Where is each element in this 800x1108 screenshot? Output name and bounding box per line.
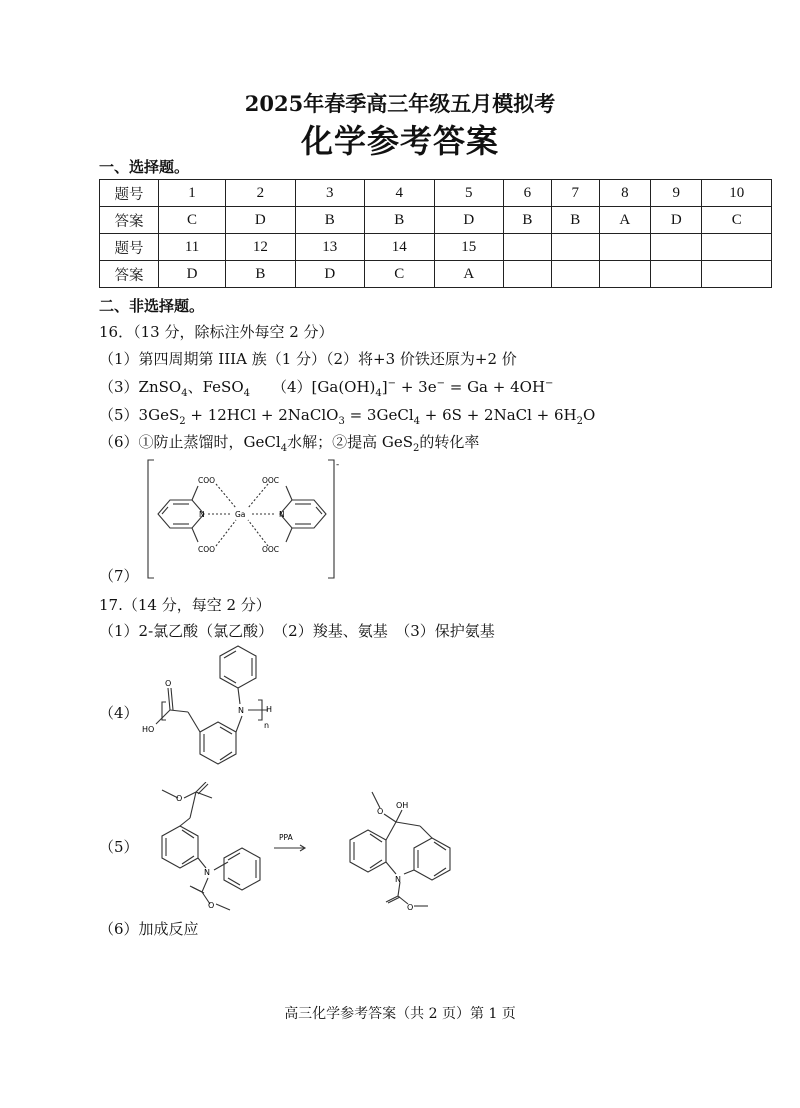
table-cell: [702, 234, 772, 261]
table-cell: [551, 261, 599, 288]
label-n-left: N: [199, 510, 205, 519]
label-n-right: N: [279, 510, 285, 519]
product-left-ring: [350, 830, 386, 872]
phenyl-ring-top: [220, 646, 256, 688]
exam-title: 2025年春季高三年级五月模拟考: [244, 91, 556, 116]
polymer-structure: [140, 640, 285, 780]
label-coo-top: COO: [198, 476, 216, 485]
table-cell: 3: [295, 180, 364, 207]
table-cell: 6: [503, 180, 551, 207]
label-h: H: [266, 705, 273, 714]
table-row-numbers-2: [100, 234, 772, 261]
row-label: 答案: [100, 207, 159, 234]
table-cell: D: [434, 207, 503, 234]
q16-a6-part2: 水解；②提高 GeS: [287, 433, 413, 451]
bracket-left: [148, 460, 154, 578]
table-cell: C: [365, 261, 434, 288]
table-cell: B: [295, 207, 364, 234]
q16-a3-text: ZnSO: [138, 378, 182, 396]
label-reactant-n: N: [204, 868, 210, 877]
q16-a3-text2: 、FeSO: [187, 378, 244, 396]
table-cell: B: [503, 207, 551, 234]
label-n: N: [238, 706, 244, 715]
table-cell: [503, 234, 551, 261]
label-oh: OH: [396, 801, 409, 810]
table-cell: [503, 261, 551, 288]
row-label: 答案: [100, 261, 159, 288]
bracket-right: [328, 460, 334, 578]
table-cell: 15: [434, 234, 503, 261]
section2-heading: 二、非选择题。: [99, 297, 205, 315]
label-product-n: N: [395, 875, 401, 884]
table-cell: 1: [159, 180, 226, 207]
table-cell: D: [295, 261, 364, 288]
q17-a4-label: （4）: [99, 704, 139, 722]
q16-answer-5: （5）3GeS$_2$ + 12HCl + 2NaClO$_3$ = 3GeCl$_4$ + 6S + 2NaCl + $6H_2O$: [99, 406, 596, 427]
table-cell: 7: [551, 180, 599, 207]
table-row-numbers-1: [100, 180, 772, 207]
row-label: 题号: [100, 180, 159, 207]
table-cell: C: [702, 207, 772, 234]
q16-a6-part1: ①防止蒸馏时，GeCl: [138, 433, 281, 451]
table-cell: [599, 234, 650, 261]
table-cell: 2: [226, 180, 295, 207]
label-methoxy-o: O: [377, 807, 384, 816]
table-cell: 5: [434, 180, 503, 207]
label-coo-bottom: COO: [198, 545, 216, 554]
table-cell: 14: [365, 234, 434, 261]
q16-a6-label: （6）: [99, 433, 139, 451]
table-cell: A: [434, 261, 503, 288]
q16-answer-6: （6）①防止蒸馏时，GeCl$_4$水解；②提高 GeS$_2$的转化率: [99, 433, 480, 454]
q16-header: 16．（13 分，除标注外每空 2 分）: [99, 323, 334, 341]
label-ho: HO: [142, 725, 155, 734]
row-label: 题号: [100, 234, 159, 261]
table-row-answers-2: [100, 261, 772, 288]
table-cell: D: [226, 207, 295, 234]
page-footer: 高三化学参考答案（共 2 页）第 1 页: [284, 1006, 516, 1022]
label-ester-o: O: [176, 794, 183, 803]
q17-header: 17.（14 分，每空 2 分）: [99, 596, 271, 614]
q16-a6-part3: 的转化率: [419, 433, 480, 451]
table-cell: 4: [365, 180, 434, 207]
label-subscript-n: n: [264, 721, 270, 730]
q16-answer-1-2: （1）第四周期第 IIIA 族（1 分）（2）将+3 价铁还原为+2 价: [99, 350, 517, 368]
reactant-benzene-ring: [162, 826, 198, 868]
table-cell: D: [159, 261, 226, 288]
q17-answer-1-3: （1）2-氯乙酸（氯乙酸） （2）羧基、氨基 （3）保护氨基: [99, 622, 495, 640]
table-cell: 12: [226, 234, 295, 261]
complex-charge: -: [336, 460, 340, 470]
table-cell: A: [599, 207, 650, 234]
benzene-ring-bottom: [200, 722, 236, 764]
table-cell: 11: [159, 234, 226, 261]
label-carbonyl-o: O: [165, 679, 172, 688]
table-row-answers-1: [100, 207, 772, 234]
table-cell: 10: [702, 180, 772, 207]
label-ooc-top: OOC: [262, 476, 280, 485]
label-ooc-bottom: OOC: [262, 545, 280, 554]
table-cell: [551, 234, 599, 261]
q16-a7-label: （7）: [99, 567, 139, 585]
product-right-ring: [414, 838, 450, 880]
q16-answer-3-4: （3）ZnSO$_4$、FeSO$_4$ $(4)[Ga(OH)_4]^- + 3e^- = Ga + 4OH^-$: [99, 378, 554, 399]
table-cell: D: [651, 207, 702, 234]
answer-key-title: 化学参考答案: [300, 122, 499, 160]
q16-a3-label: （3）: [99, 378, 139, 396]
table-cell: 9: [651, 180, 702, 207]
section1-heading: 一、选择题。: [99, 158, 190, 176]
reactant-phenyl-ring: [224, 848, 260, 890]
answer-table: [99, 179, 772, 288]
label-ga: Ga: [235, 510, 246, 519]
table-cell: 13: [295, 234, 364, 261]
table-cell: B: [365, 207, 434, 234]
q17-answer-6: （6）加成反应: [99, 920, 199, 938]
reaction-scheme: [140, 782, 460, 914]
table-cell: [702, 261, 772, 288]
table-cell: [651, 234, 702, 261]
label-ppa: PPA: [279, 833, 293, 842]
table-cell: 8: [599, 180, 650, 207]
table-cell: [651, 261, 702, 288]
q17-a5-label: （5）: [99, 838, 139, 856]
q16-a5-label: （5）: [99, 406, 139, 424]
label-carbamate-o: O: [208, 901, 215, 910]
table-cell: B: [226, 261, 295, 288]
gallium-complex-structure: [140, 456, 350, 582]
label-product-carbamate-o: O: [407, 903, 414, 912]
q16-a4-label: （4）: [272, 378, 312, 396]
table-cell: B: [551, 207, 599, 234]
table-cell: [599, 261, 650, 288]
table-cell: C: [159, 207, 226, 234]
